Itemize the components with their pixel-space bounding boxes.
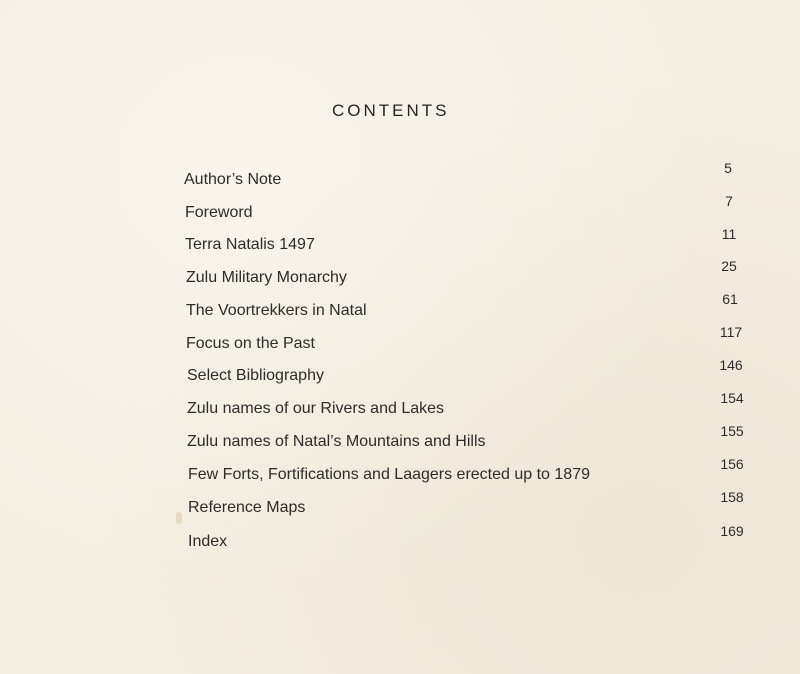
toc-entry-title: Index — [188, 533, 228, 550]
toc-entry-page: 25 — [721, 258, 737, 274]
toc-entry-title: Author’s Note — [184, 171, 282, 188]
toc-entry-title: Focus on the Past — [186, 335, 315, 352]
toc-entry-page: 169 — [720, 523, 744, 539]
toc-entry-page: 156 — [720, 456, 744, 472]
toc-entry-title: Select Bibliography — [187, 367, 324, 384]
toc-entry-page: 11 — [721, 226, 737, 242]
toc-entry-title: Zulu names of our Rivers and Lakes — [187, 400, 445, 417]
toc-entry-page: 158 — [720, 489, 744, 505]
toc-entry-title: Reference Maps — [188, 499, 306, 516]
toc-entry-title: Terra Natalis 1497 — [185, 236, 315, 253]
toc-entry-page: 146 — [719, 357, 743, 373]
toc-entry-page: 7 — [725, 193, 733, 209]
toc-entry-title: Few Forts, Fortifications and Laagers erected up to 1879 — [188, 466, 590, 483]
toc-entry-page: 5 — [724, 160, 732, 176]
toc-entry-page: 61 — [722, 291, 738, 307]
paper-smudge — [176, 512, 182, 524]
toc-entry-page: 155 — [720, 423, 744, 439]
contents-heading: CONTENTS — [332, 101, 450, 120]
toc-entry-title: Zulu names of Natal’s Mountains and Hills — [187, 433, 486, 450]
toc-entry-title: Foreword — [185, 204, 253, 221]
toc-entry-page: 117 — [719, 324, 743, 340]
toc-entry-title: Zulu Military Monarchy — [186, 269, 347, 286]
toc-entry-page: 154 — [720, 390, 744, 406]
toc-entry-title: The Voortrekkers in Natal — [186, 302, 367, 319]
